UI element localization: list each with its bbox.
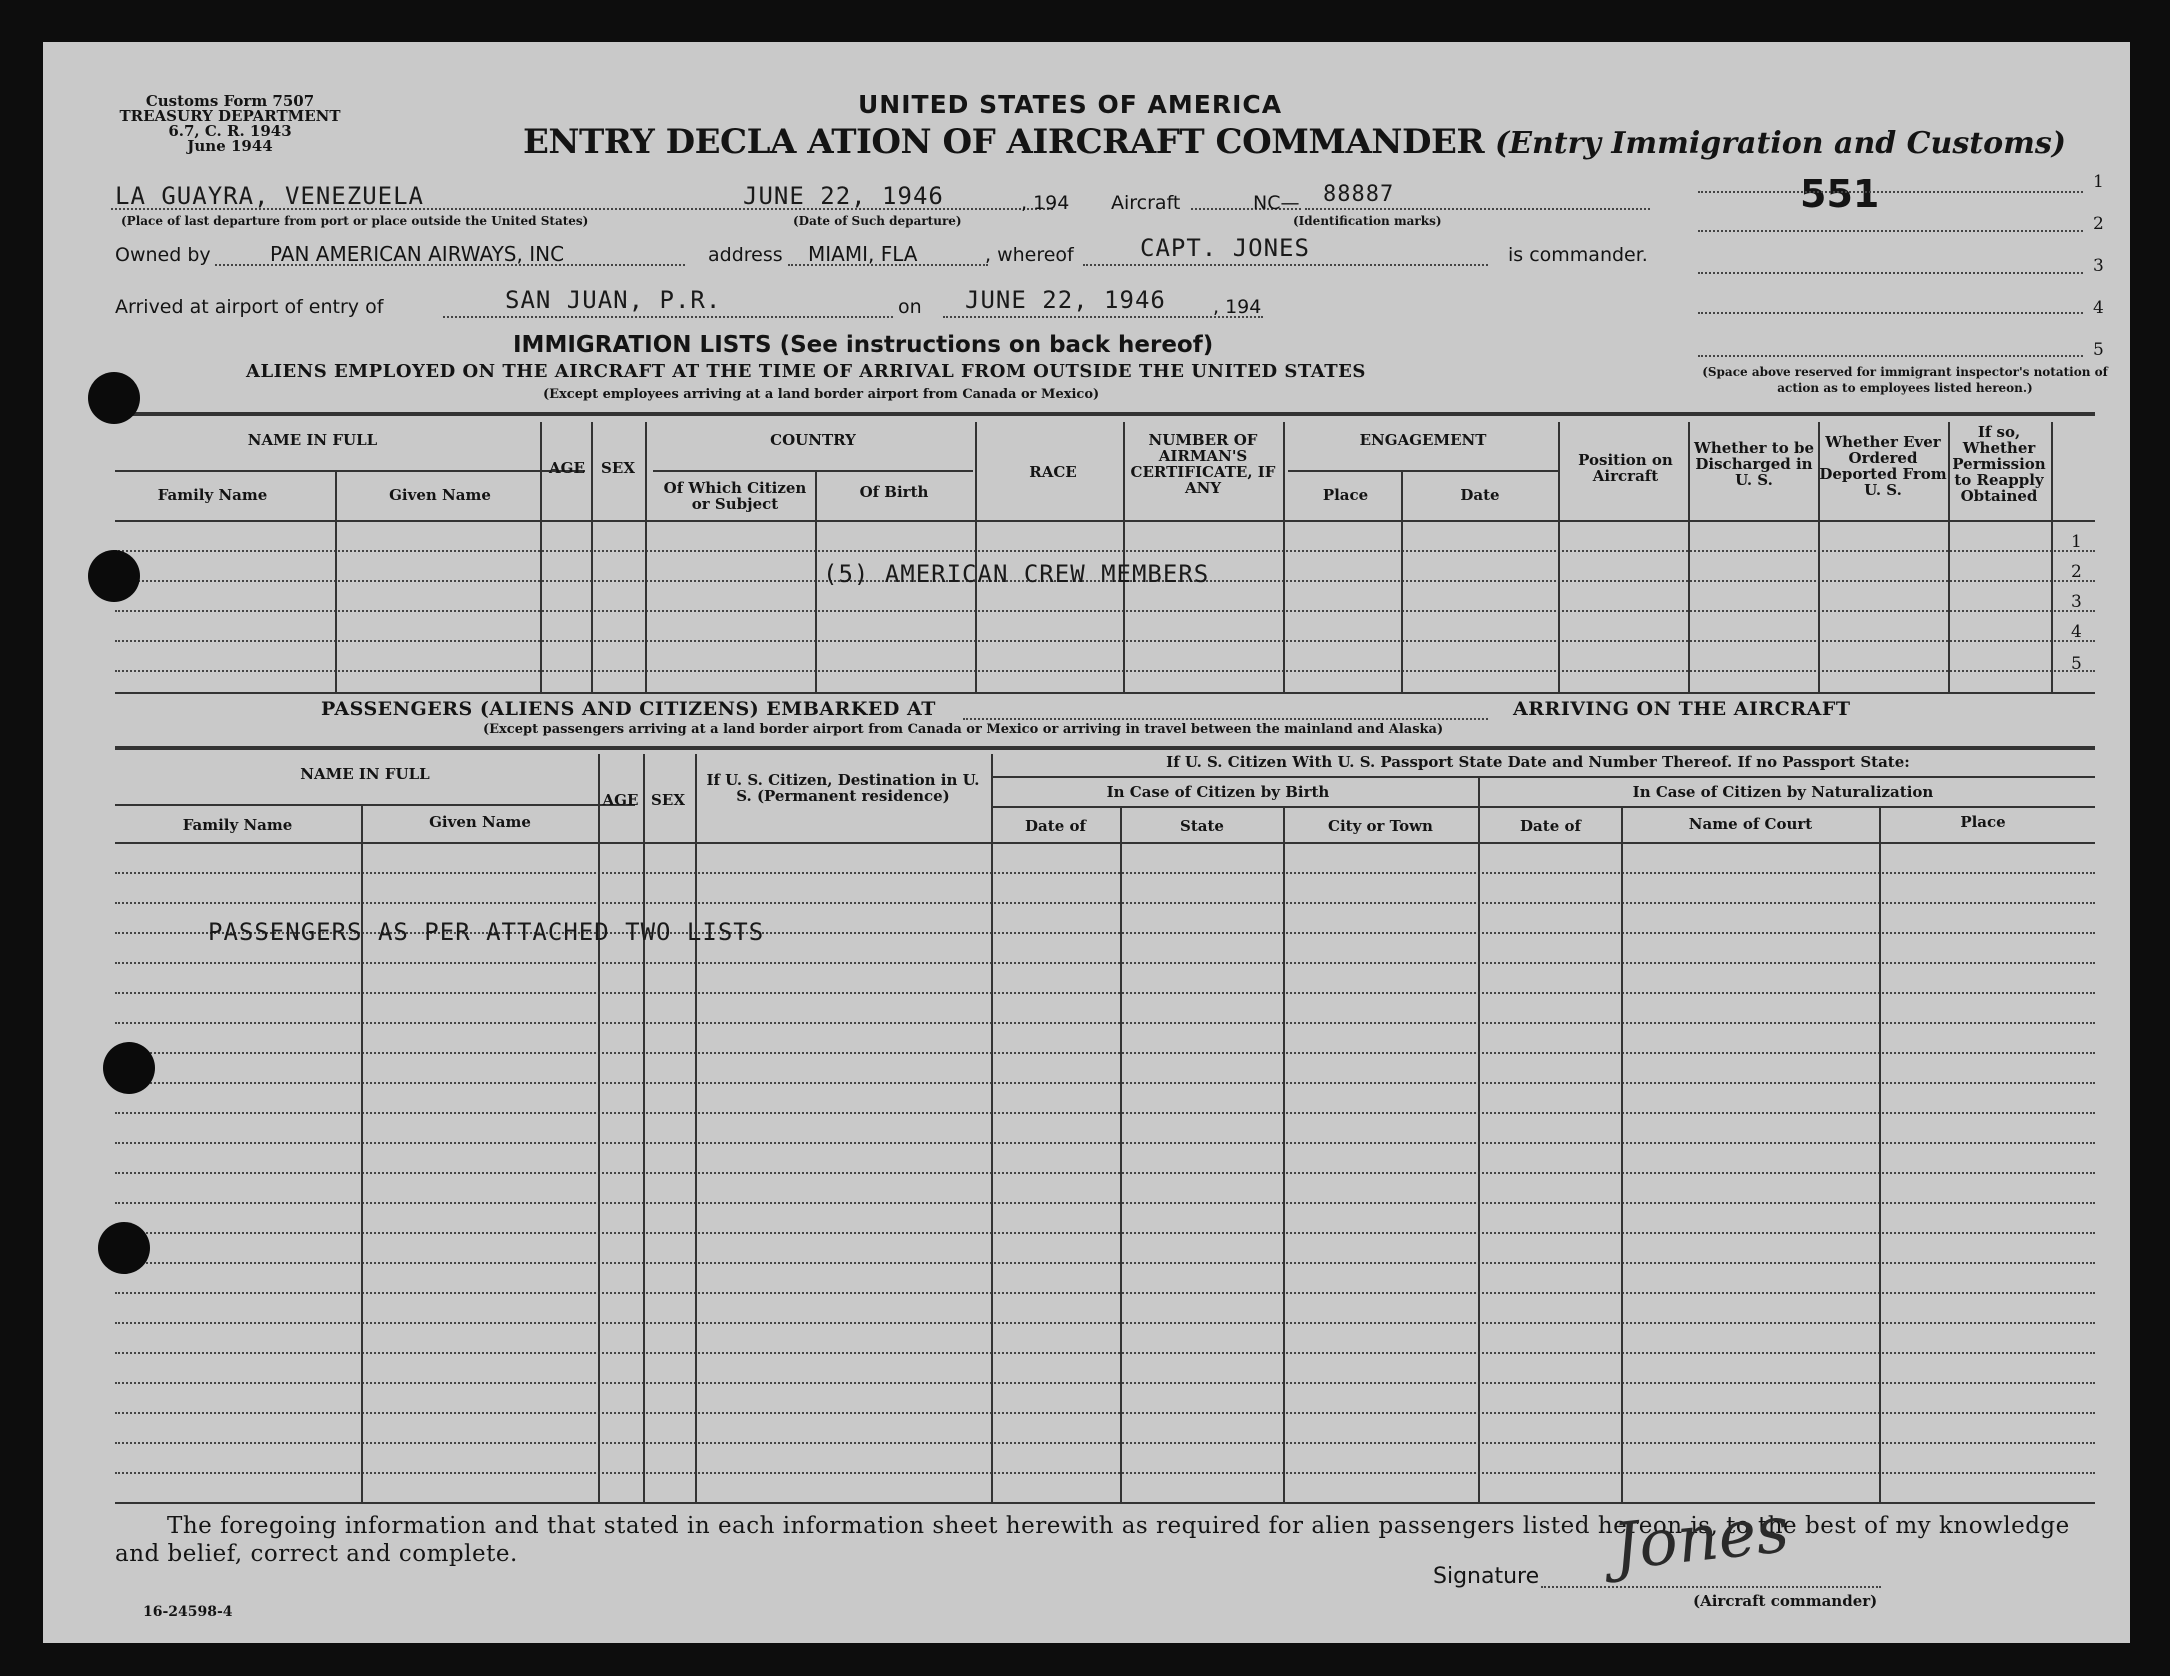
inspector-line-1: [1698, 191, 2083, 193]
t1-row-number: 1: [2071, 532, 2082, 552]
t2-col: [643, 754, 645, 1502]
t1-age: AGE: [549, 459, 585, 477]
t1-row: [115, 610, 2095, 612]
t1-col: [591, 422, 593, 692]
t1-row-number: 5: [2071, 654, 2082, 674]
t2-col: [1478, 778, 1480, 1502]
t1-position: Position on Aircraft: [1578, 451, 1673, 485]
t2-row: [115, 902, 2095, 904]
t2-passport-subrule: [993, 776, 2095, 778]
form-id-block: [115, 94, 345, 154]
t2-citizen-subrule: [993, 806, 2095, 808]
departure-place: LA GUAYRA, VENEZUELA: [115, 182, 424, 210]
departure-date-line: [703, 208, 1053, 210]
t1-date: Date: [1460, 486, 1500, 504]
whereof-label: , whereof: [985, 244, 1074, 266]
country-title: UNITED STATES OF AMERICA: [858, 90, 1283, 119]
t1-place: Place: [1322, 486, 1369, 504]
t1-row-number: 3: [2071, 592, 2082, 612]
commander-name: CAPT. JONES: [1140, 234, 1310, 262]
t1-row: [115, 550, 2095, 552]
t2-row: [115, 1472, 2095, 1474]
immigration-heading: IMMIGRATION LISTS (See instructions on back hereof): [513, 332, 1214, 358]
t1-row-number: 2: [2071, 562, 2082, 582]
t1-col: [1818, 422, 1820, 692]
t1-country-subrule: [653, 470, 973, 472]
t2-row: [115, 1172, 2095, 1174]
t1-col: [1948, 422, 1950, 692]
inspector-line-5: [1698, 355, 2083, 357]
t1-col: [540, 422, 542, 692]
inspector-line-3: [1698, 272, 2083, 274]
t2-city: City or Town: [1328, 817, 1433, 835]
side-number: 2: [2093, 214, 2104, 234]
t2-row: [115, 1352, 2095, 1354]
arrival-year: , 194: [1213, 296, 1262, 318]
t1-discharged: Whether to be Discharged in U. S.: [1694, 439, 1814, 489]
t2-row: [115, 1112, 2095, 1114]
page-title: [523, 122, 2066, 162]
t1-family-name: Family Name: [157, 486, 268, 504]
edition: June 1944: [187, 137, 273, 155]
side-number: 1: [2093, 172, 2104, 192]
t2-col: [1879, 806, 1881, 1502]
departure-year: , 194: [1021, 192, 1070, 214]
t2-court: Name of Court: [1688, 815, 1813, 833]
departure-place-caption: (Place of last departure from port or place outside the United States): [121, 214, 589, 228]
regulation: 6.7, C. R. 1943: [168, 122, 292, 140]
side-number: 5: [2093, 340, 2104, 360]
immigration-subheading: ALIENS EMPLOYED ON THE AIRCRAFT AT THE TIME OF ARRIVAL FROM OUTSIDE THE UNITED STATES: [246, 361, 1366, 382]
commander-line: [1083, 264, 1488, 266]
signature: Jones: [1609, 1492, 1793, 1586]
t1-col: [1123, 422, 1125, 692]
title-sub: (Entry Immigration and Customs): [1494, 126, 2066, 161]
certification-text: The foregoing information and that stated in each information sheet herewith as required for alien passengers listed hereon is, to the best of my knowledge and belief, correct and complete.: [115, 1513, 2070, 1567]
t2-date-of2: Date of: [1520, 817, 1581, 835]
arrival-label: Arrived at airport of entry of: [115, 296, 384, 318]
t1-row: [115, 640, 2095, 642]
t1-row: [115, 670, 2095, 672]
t1-race: RACE: [1029, 463, 1077, 481]
embarked-at-line: [963, 718, 1488, 720]
t2-header-rule: [115, 842, 2095, 844]
departure-date: JUNE 22, 1946: [743, 182, 944, 210]
t2-row: [115, 962, 2095, 964]
inspector-line-2: [1698, 230, 2083, 232]
t2-bottom-rule: [115, 1502, 2095, 1504]
t2-row: [115, 872, 2095, 874]
owned-by-label: Owned by: [115, 244, 211, 266]
t2-col: [991, 754, 993, 1502]
address-label: address: [708, 244, 783, 266]
t2-passport: If U. S. Citizen With U. S. Passport State Date and Number Thereof. If no Passport State:: [1166, 753, 1910, 771]
punch-hole: [88, 550, 140, 602]
punch-hole: [98, 1222, 150, 1274]
t2-row: [115, 992, 2095, 994]
t2-col: [598, 754, 600, 1502]
t2-row: [115, 1202, 2095, 1204]
t2-row: [115, 1262, 2095, 1264]
form-number: Customs Form 7507: [145, 92, 315, 110]
owner-name: PAN AMERICAN AIRWAYS, INC: [270, 242, 565, 266]
t1-col: [815, 472, 817, 692]
t1-name-subrule: [115, 470, 585, 472]
t2-col: [1283, 806, 1285, 1502]
form-page: [43, 42, 2130, 1643]
t1-col: [1283, 422, 1285, 692]
t2-given-name: Given Name: [429, 813, 531, 831]
arrival-on-label: on: [898, 296, 922, 318]
passenger-entry: PASSENGERS AS PER ATTACHED TWO LISTS: [208, 918, 765, 946]
signature-caption: (Aircraft commander): [1693, 1592, 1878, 1610]
t2-row: [115, 1232, 2095, 1234]
t2-by-naturalization: In Case of Citizen by Naturalization: [1632, 783, 1934, 801]
t1-deported: Whether Ever Ordered Deported From U. S.: [1819, 433, 1947, 499]
t2-row: [115, 1022, 2095, 1024]
t1-given-name: Given Name: [389, 486, 491, 504]
owner-address: MIAMI, FLA: [808, 242, 918, 266]
punch-hole: [103, 1042, 155, 1094]
t1-certificate: NUMBER OF AIRMAN'S CERTIFICATE, IF ANY: [1130, 431, 1276, 497]
t1-header-rule: [115, 520, 2095, 522]
inspector-line-4: [1698, 312, 2083, 314]
t2-destination: If U. S. Citizen, Destination in U. S. (Permanent residence): [706, 771, 980, 805]
table2-top-rule: [115, 746, 2095, 750]
departure-place-line: [111, 208, 741, 210]
t2-name-in-full: NAME IN FULL: [300, 765, 430, 783]
t2-row: [115, 1142, 2095, 1144]
t1-permission: If so, Whether Permission to Reapply Obtained: [1952, 423, 2046, 505]
t2-row: [115, 1052, 2095, 1054]
t2-place: Place: [1960, 813, 2006, 831]
t1-col: [335, 472, 337, 692]
t1-name-in-full: NAME IN FULL: [247, 431, 378, 449]
t2-row: [115, 1082, 2095, 1084]
t1-bottom-rule: [115, 692, 2095, 694]
title-main: ENTRY DECLA ATION OF AIRCRAFT COMMANDER: [523, 122, 1485, 162]
t1-col: [1558, 422, 1560, 692]
t1-engagement-subrule: [1288, 470, 1558, 472]
passengers-note: (Except passengers arriving at a land border airport from Canada or Mexico or arriving in travel between the mainland and Alaska): [483, 722, 1444, 737]
t2-row: [115, 1412, 2095, 1414]
t1-col: [1401, 472, 1403, 692]
departure-date-caption: (Date of Such departure): [793, 214, 962, 228]
t1-sex: SEX: [601, 459, 635, 477]
department: TREASURY DEPARTMENT: [119, 107, 341, 125]
t1-col: [975, 422, 977, 692]
t2-row: [115, 1382, 2095, 1384]
t2-col: [361, 806, 363, 1502]
arrival-airport-line: [443, 316, 893, 318]
t2-col: [1621, 806, 1623, 1502]
arriving-heading: ARRIVING ON THE AIRCRAFT: [1513, 698, 1851, 720]
aircraft-id-line: [1305, 208, 1650, 210]
aircraft-caption: (Identification marks): [1293, 214, 1442, 228]
t2-row: [115, 1322, 2095, 1324]
serial-number: 551: [1800, 172, 1880, 216]
t1-col: [1688, 422, 1690, 692]
t2-col: [1120, 806, 1122, 1502]
side-number: 3: [2093, 256, 2104, 276]
t2-date-of: Date of: [1025, 817, 1086, 835]
t2-name-subrule: [115, 804, 635, 806]
t2-row: [115, 1292, 2095, 1294]
side-number: 4: [2093, 298, 2104, 318]
t1-row-number: 4: [2071, 622, 2082, 642]
punch-hole: [88, 372, 140, 424]
arrival-airport: SAN JUAN, P.R.: [505, 286, 722, 314]
t2-by-birth: In Case of Citizen by Birth: [1106, 783, 1330, 801]
t1-col: [2051, 422, 2053, 692]
inspector-note: (Space above reserved for immigrant inspector's notation of action as to employees listed hereon.): [1702, 365, 2108, 395]
t1-engagement: ENGAGEMENT: [1359, 431, 1487, 449]
t2-state: State: [1180, 817, 1224, 835]
aircraft-prefix: NC—: [1253, 192, 1300, 214]
print-code: 16-24598-4: [143, 1604, 233, 1620]
aircraft-label: Aircraft: [1111, 192, 1181, 214]
table1-top-rule: [115, 412, 2095, 416]
passengers-heading: PASSENGERS (ALIENS AND CITIZENS) EMBARKED AT: [321, 698, 936, 720]
commander-suffix: is commander.: [1508, 244, 1648, 266]
t2-age: AGE: [602, 791, 639, 809]
t1-col: [645, 422, 647, 692]
arrival-date: JUNE 22, 1946: [965, 286, 1166, 314]
aircraft-id: 88887: [1323, 182, 1395, 207]
immigration-note: (Except employees arriving at a land border airport from Canada or Mexico): [543, 387, 1100, 402]
t1-citizen-of: Of Which Citizen or Subject: [663, 479, 807, 513]
t2-col: [695, 754, 697, 1502]
signature-line: [1541, 1586, 1881, 1588]
t2-row: [115, 1442, 2095, 1444]
signature-label: Signature: [1433, 1564, 1540, 1589]
t1-of-birth: Of Birth: [859, 483, 929, 501]
t2-sex: SEX: [651, 791, 685, 809]
t2-family-name: Family Name: [182, 816, 293, 834]
crew-entry: (5) AMERICAN CREW MEMBERS: [823, 560, 1210, 588]
t1-country: COUNTRY: [770, 431, 856, 449]
